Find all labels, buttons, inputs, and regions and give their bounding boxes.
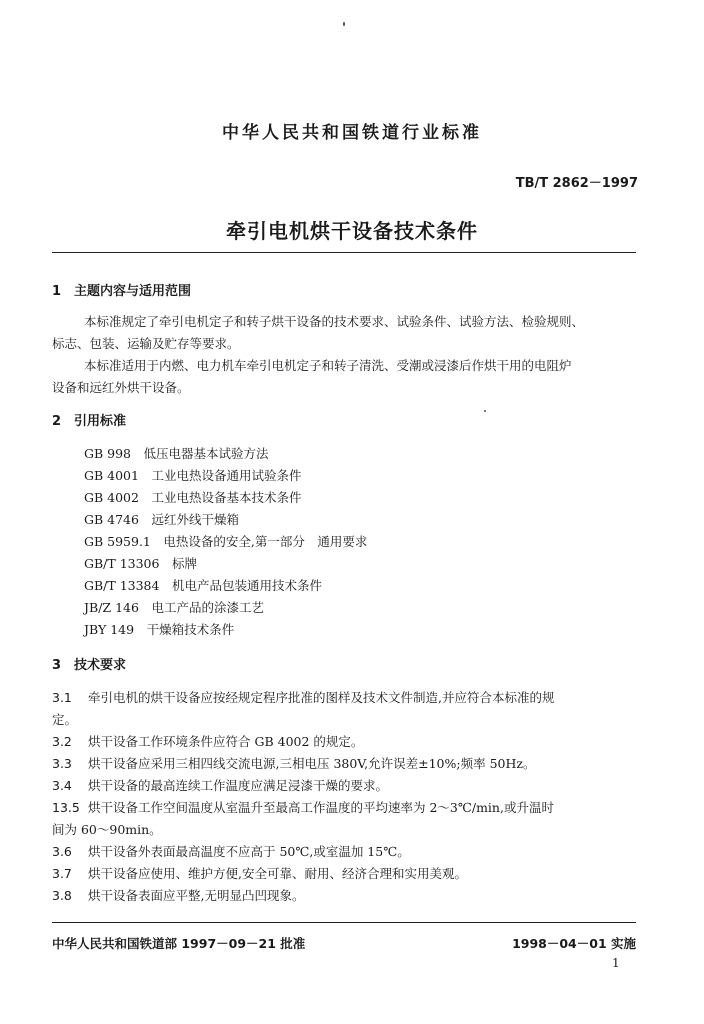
reference-code: GB 998 <box>84 446 132 461</box>
reference-code: GB 4002 <box>84 490 139 505</box>
clause-number: 3.2 <box>52 734 72 749</box>
clause-number: 3.6 <box>52 844 72 859</box>
section-1-para-2-line-1: 本标准适用于内燃、电力机车牵引电机定子和转子清洗、受潮或浸漆后作烘干用的电阻炉 <box>84 358 572 373</box>
reference-title: 机电产品包装通用技术条件 <box>171 578 322 593</box>
reference-item <box>84 554 197 572</box>
reference-title: 干燥箱技术条件 <box>146 622 235 637</box>
clause-text: 烘干设备的最高连续工作温度应满足浸漆干燥的要求。 <box>88 778 389 793</box>
reference-code: GB 4746 <box>84 512 139 527</box>
approval-line: 中华人民共和国铁道部 1997－09－21 批准 <box>52 936 306 951</box>
reference-title: 电工产品的涂漆工艺 <box>151 600 264 615</box>
section-2-heading <box>52 410 126 429</box>
standard-number: TB/T 2862－1997 <box>515 176 638 191</box>
reference-item <box>84 598 264 616</box>
clause-text: 烘干设备工作环境条件应符合 GB 4002 的规定。 <box>88 734 364 749</box>
clause-text: 烘干设备应使用、维护方便,安全可靠、耐用、经济合理和实用美观。 <box>88 866 467 881</box>
clause-text: 烘干设备应采用三相四线交流电源,三相电压 380V,允许误差±10%;频率 50Hz。 <box>88 756 536 771</box>
reference-title: 远红外线干燥箱 <box>151 512 239 527</box>
reference-title: 电热设备的安全,第一部分 通用要求 <box>163 534 368 549</box>
document-title: 牵引电机烘干设备技术条件 <box>226 219 478 243</box>
effective-date: 1998－04－01 实施 <box>512 936 636 951</box>
clause-3-2 <box>52 732 363 750</box>
section-3-heading <box>52 654 126 673</box>
clause-number: 3.1 <box>52 690 72 705</box>
clause-text: 烘干设备工作空间温度从室温升至最高工作温度的平均速率为 2～3℃/min,或升温时 <box>88 800 554 815</box>
section-1-para-1-line-1: 本标准规定了牵引电机定子和转子烘干设备的技术要求、试验条件、试验方法、检验规则、 <box>84 314 585 329</box>
clause-3-5-continuation: 间为 60～90min。 <box>52 822 162 837</box>
footer-rule <box>52 922 636 923</box>
scan-speck <box>343 22 345 26</box>
reference-code: GB/T 13384 <box>84 578 160 593</box>
clause-number: 3.7 <box>52 866 72 881</box>
section-3-number: 3 <box>52 658 62 673</box>
clause-3-4 <box>52 776 388 794</box>
reference-title: 工业电热设备通用试验条件 <box>151 468 302 483</box>
reference-title: 工业电热设备基本技术条件 <box>151 490 302 505</box>
section-2-title: 引用标准 <box>74 414 127 429</box>
reference-item <box>84 510 239 528</box>
clause-3-5 <box>52 798 554 816</box>
section-2-number: 2 <box>52 414 62 429</box>
clause-3-6 <box>52 842 410 860</box>
clause-number: 3.4 <box>52 778 72 793</box>
clause-number: 3.8 <box>52 888 72 903</box>
reference-item <box>84 532 367 550</box>
reference-item <box>84 444 269 462</box>
section-1-para-1-line-2: 标志、包装、运输及贮存等要求。 <box>52 336 240 351</box>
clause-text: 烘干设备表面应平整,无明显凸凹现象。 <box>88 888 305 903</box>
clause-3-1 <box>52 688 554 706</box>
reference-code: JBY 149 <box>84 622 135 637</box>
reference-code: GB 4001 <box>84 468 139 483</box>
section-1-number: 1 <box>52 284 62 299</box>
reference-item <box>84 620 234 638</box>
reference-code: JB/Z 146 <box>84 600 139 615</box>
reference-item <box>84 466 302 484</box>
clause-3-7 <box>52 864 467 882</box>
section-3-title: 技术要求 <box>74 658 127 673</box>
reference-title: 标牌 <box>171 556 197 571</box>
reference-code: GB 5959.1 <box>84 534 151 549</box>
clause-3-3 <box>52 754 535 772</box>
reference-item <box>84 576 322 594</box>
section-1-title: 主题内容与适用范围 <box>74 284 192 299</box>
reference-code: GB/T 13306 <box>84 556 160 571</box>
reference-item <box>84 488 302 506</box>
header-title: 中华人民共和国铁道行业标准 <box>222 123 482 143</box>
page-number: 1 <box>612 956 620 970</box>
clause-text: 烘干设备外表面最高温度不应高于 50℃,或室温加 15℃。 <box>88 844 410 859</box>
clause-number: 13.5 <box>52 800 80 815</box>
section-1-para-2-line-2: 设备和远红外烘干设备。 <box>52 380 190 395</box>
section-1-heading <box>52 280 191 299</box>
clause-number: 3.3 <box>52 756 72 771</box>
reference-title: 低压电器基本试验方法 <box>143 446 269 461</box>
clause-3-1-continuation: 定。 <box>52 712 78 727</box>
title-rule <box>52 252 636 253</box>
clause-3-8 <box>52 886 304 904</box>
scan-speck <box>484 410 486 412</box>
clause-text: 牵引电机的烘干设备应按经规定程序批准的图样及技术文件制造,并应符合本标准的规 <box>88 690 555 705</box>
